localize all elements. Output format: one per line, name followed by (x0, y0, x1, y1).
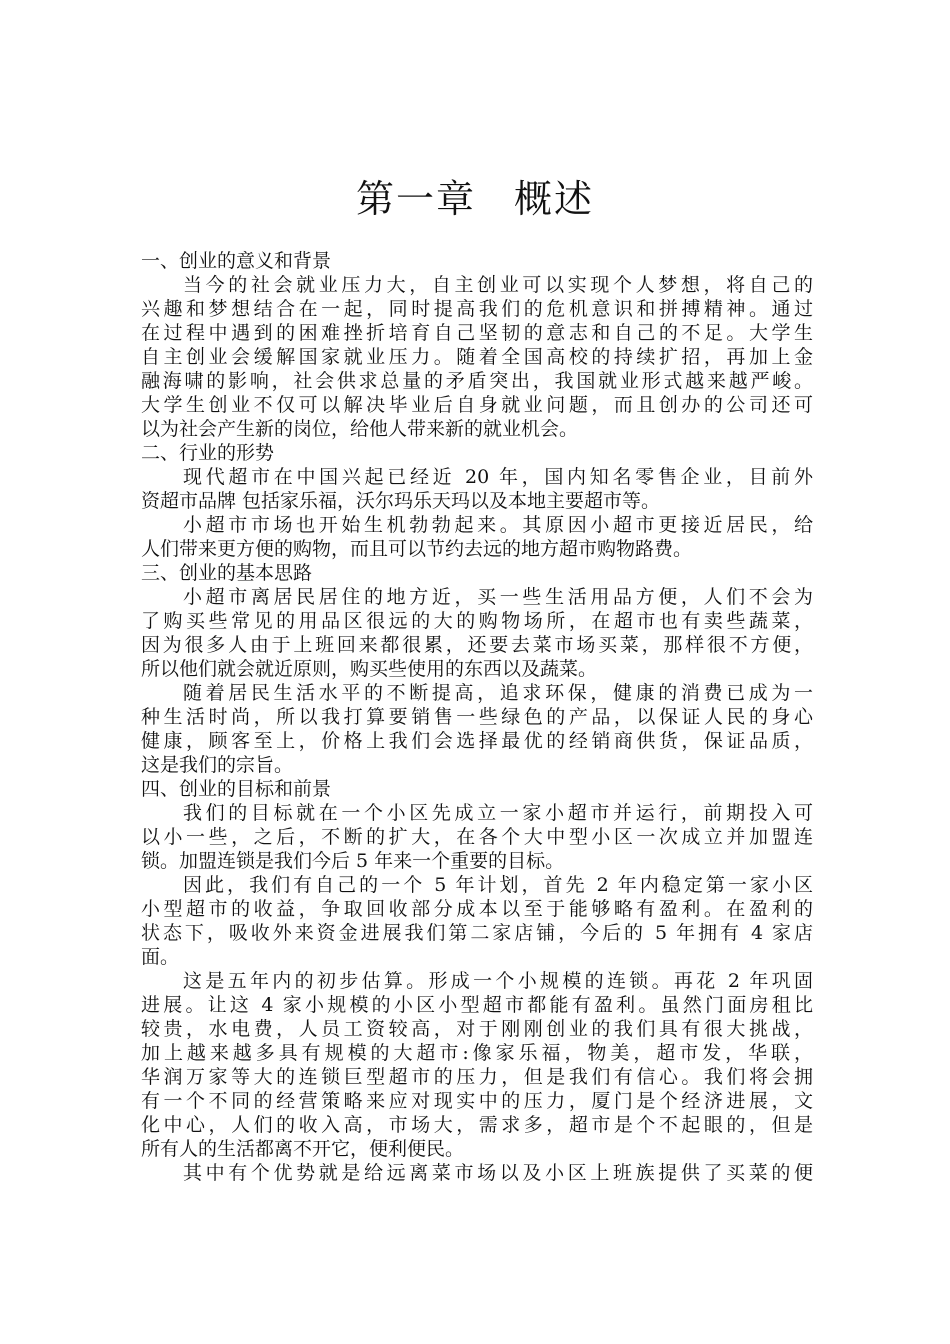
paragraph-line: 健康，顾客至上，价格上我们会选择最优的经销商供货，保证品质， (141, 730, 813, 752)
document-body (141, 249, 813, 1185)
paragraph-line: 进展。让这 4 家小规模的小区小型超市都能有盈利。虽然门面房租比 (141, 994, 813, 1016)
paragraph-line: 大学生创业不仅可以解决毕业后自身就业问题，而且创办的公司还可 (141, 394, 813, 416)
section-heading: 二、行业的形势 (141, 442, 275, 464)
paragraph-line: 面。 (141, 946, 180, 968)
paragraph-line: 所有人的生活都离不开它，便利便民。 (141, 1138, 465, 1160)
paragraph-line: 其中有个优势就是给远离菜市场以及小区上班族提供了买菜的便 (183, 1162, 813, 1184)
paragraph-line: 较贵，水电费，人员工资较高，对于刚刚创业的我们具有很大挑战， (141, 1018, 813, 1040)
paragraph-line: 以小一些，之后，不断的扩大，在各个大中型小区一次成立并加盟连 (141, 826, 813, 848)
chapter-number: 第一章 (355, 177, 476, 221)
paragraph-line: 随着居民生活水平的不断提高，追求环保，健康的消费已成为一 (183, 682, 813, 704)
paragraph-line: 这是五年内的初步估算。形成一个小规模的连锁。再花 2 年巩固 (183, 970, 813, 992)
paragraph-line: 因为很多人由于上班回来都很累，还要去菜市场买菜，那样很不方便， (141, 634, 813, 656)
paragraph-line: 融海啸的影响，社会供求总量的矛盾突出，我国就业形式越来越严峻。 (141, 370, 813, 392)
paragraph-line: 化中心，人们的收入高，市场大，需求多，超市是个不起眼的，但是 (141, 1114, 813, 1136)
paragraph-line: 种生活时尚，所以我打算要销售一些绿色的产品，以保证人民的身心 (141, 706, 813, 728)
paragraph-line: 加上越来越多具有规模的大超市:像家乐福，物美，超市发，华联， (141, 1042, 813, 1064)
paragraph-line: 小超市离居民居住的地方近，买一些生活用品方便，人们不会为 (183, 586, 813, 608)
paragraph-line: 我们的目标就在一个小区先成立一家小超市并运行，前期投入可 (183, 802, 813, 824)
section-heading: 四、创业的目标和前景 (141, 778, 332, 800)
paragraph-line: 所以他们就会就近原则，购买些使用的东西以及蔬菜。 (141, 658, 598, 680)
paragraph-line: 华润万家等大的连锁巨型超市的压力，但是我们有信心。我们将会拥 (141, 1066, 813, 1088)
paragraph-line: 人们带来更方便的购物，而且可以节约去远的地方超市购物路费。 (141, 538, 693, 560)
paragraph-line: 状态下，吸收外来资金进展我们第二家店铺，今后的 5 年拥有 4 家店 (141, 922, 813, 944)
paragraph-line: 锁。加盟连锁是我们今后 5 年来一个重要的目标。 (141, 850, 565, 872)
paragraph-line: 在过程中遇到的困难挫折培育自己坚韧的意志和自己的不足。大学生 (141, 322, 813, 344)
paragraph-line: 当今的社会就业压力大，自主创业可以实现个人梦想，将自己的 (183, 274, 813, 296)
paragraph-line: 因此，我们有自己的一个 5 年计划，首先 2 年内稳定第一家小区 (183, 874, 813, 896)
paragraph-line: 以为社会产生新的岗位，给他人带来新的就业机会。 (141, 418, 579, 440)
chapter-title (0, 176, 950, 222)
paragraph-line: 小型超市的收益，争取回收部分成本以至于能够略有盈利。在盈利的 (141, 898, 813, 920)
paragraph-line: 兴趣和梦想结合在一起，同时提高我们的危机意识和拼搏精神。通过 (141, 298, 813, 320)
paragraph-line: 这是我们的宗旨。 (141, 754, 294, 776)
paragraph-line: 现代超市在中国兴起已经近 20 年，国内知名零售企业，目前外 (183, 466, 813, 488)
section-heading: 三、创业的基本思路 (141, 562, 313, 584)
paragraph-line: 小超市市场也开始生机勃勃起来。其原因小超市更接近居民，给 (183, 514, 813, 536)
paragraph-line: 资超市品牌 包括家乐福，沃尔玛乐天玛以及本地主要超市等。 (141, 490, 661, 512)
paragraph-line: 自主创业会缓解国家就业压力。随着全国高校的持续扩招，再加上金 (141, 346, 813, 368)
paragraph-line: 有一个不同的经营策略来应对现实中的压力，厦门是个经济进展，文 (141, 1090, 813, 1112)
section-heading: 一、创业的意义和背景 (141, 250, 332, 272)
chapter-name: 概述 (514, 177, 595, 221)
paragraph-line: 了购买些常见的用品区很远的大的购物场所，在超市也有卖些蔬菜， (141, 610, 813, 632)
